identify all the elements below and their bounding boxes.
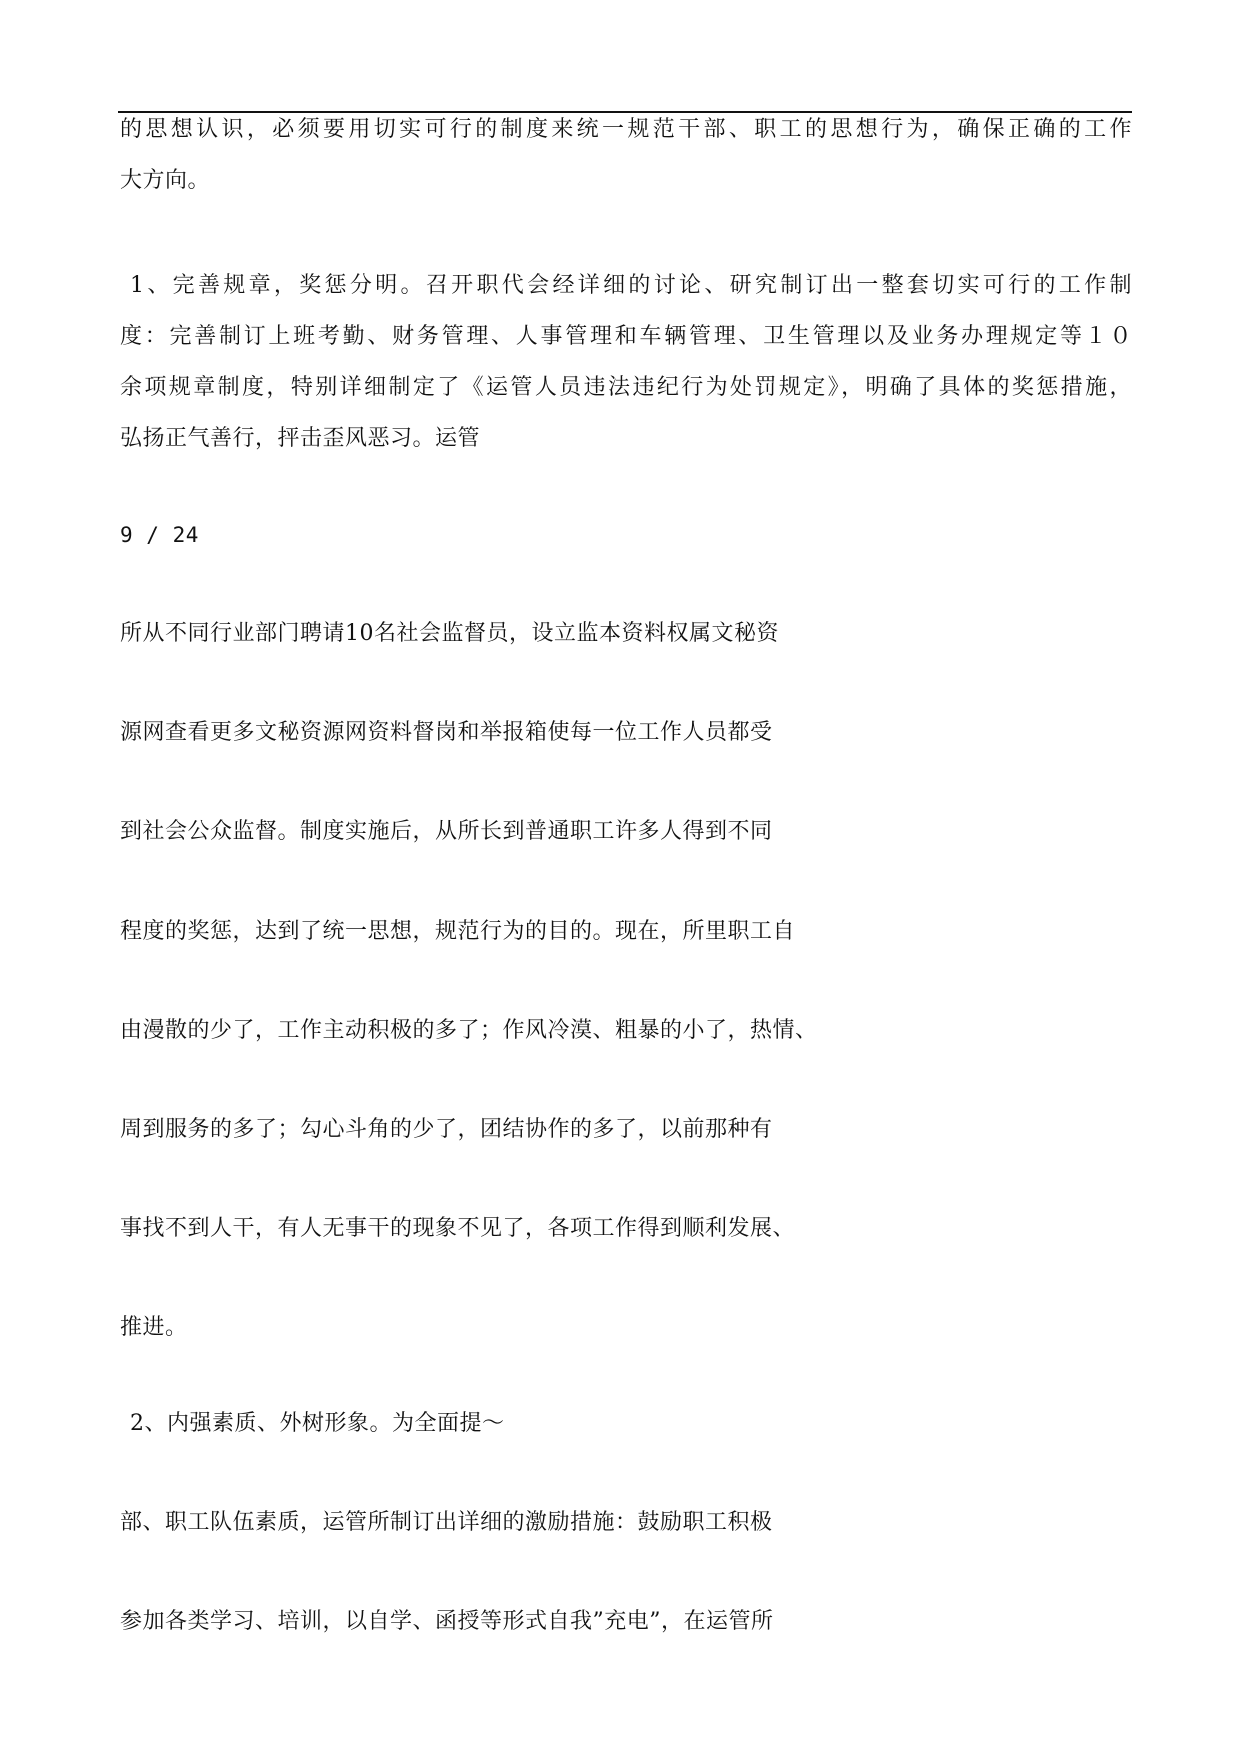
text-line: 余项规章制度，特别详细制定了《运管人员违法违纪行为处罚规定》，明确了具体的奖惩措施， (120, 375, 1132, 400)
text-line: 部、职工队伍素质，运管所制订出详细的激励措施：鼓励职工积极 (120, 1510, 773, 1535)
text-line: 大方向。 (120, 168, 211, 193)
text-line: 程度的奖惩，达到了统一思想，规范行为的目的。现在，所里职工自 (120, 919, 796, 944)
text-line: 弘扬正气善行，抨击歪风恶习。运管 (120, 426, 481, 451)
text-line: 2、内强素质、外树形象。为全面提～ (130, 1411, 505, 1436)
text-line: 周到服务的多了；勾心斗角的少了，团结协作的多了，以前那种有 (120, 1117, 773, 1142)
text-line: 到社会公众监督。制度实施后，从所长到普通职工许多人得到不同 (120, 819, 773, 844)
text-line: 参加各类学习、培训，以自学、函授等形式自我”充电”，在运管所 (120, 1609, 774, 1634)
text-line: 所从不同行业部门聘请10名社会监督员，设立监本资料权属文秘资 (120, 621, 779, 646)
text-line: 推进。 (120, 1315, 188, 1340)
header-rule (118, 111, 1132, 113)
text-line: 由漫散的少了，工作主动积极的多了；作风冷漠、粗暴的小了，热情、 (120, 1018, 818, 1043)
text-line: 1、完善规章，奖惩分明。召开职代会经详细的讨论、研究制订出一整套切实可行的工作制 (130, 273, 1132, 298)
text-line: 的思想认识，必须要用切实可行的制度来统一规范干部、职工的思想行为，确保正确的工作 (120, 117, 1132, 142)
text-line: 源网查看更多文秘资源网资料督岗和举报箱使每一位工作人员都受 (120, 720, 773, 745)
text-line: 事找不到人干，有人无事干的现象不见了，各项工作得到顺利发展、 (120, 1216, 796, 1241)
page-number: 9 / 24 (120, 523, 199, 547)
text-line: 度：完善制订上班考勤、财务管理、人事管理和车辆管理、卫生管理以及业务办理规定等１０ (120, 324, 1132, 349)
